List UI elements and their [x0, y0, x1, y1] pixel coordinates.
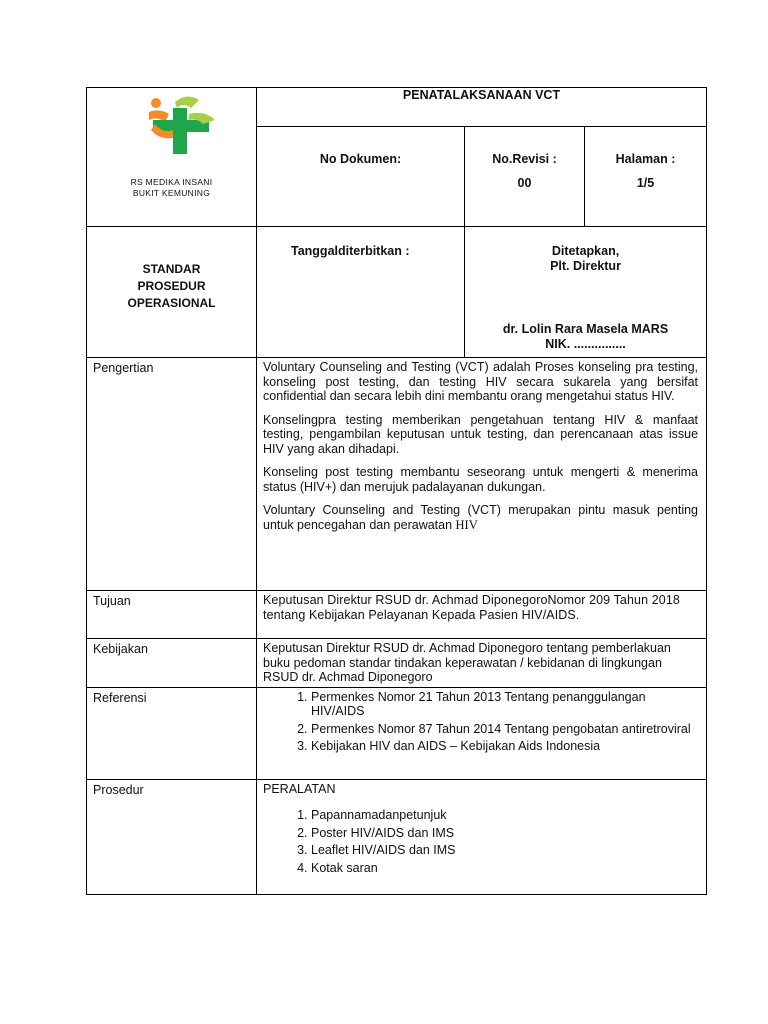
pengertian-paragraph-4-hiv: HIV: [455, 517, 478, 532]
no-revisi-value: 00: [517, 176, 532, 191]
signatory-nik: NIK. ...............: [545, 337, 626, 351]
kebijakan-content: Keputusan Direktur RSUD dr. Achmad Diponegoro tentang pemberlakuan buku pedoman standar tindakan keperawatan / kebidanan di lingkungan RSUD dr. Achmad Diponegoro: [257, 639, 707, 688]
halaman-cell: [585, 127, 707, 227]
logo-cell: [87, 88, 257, 227]
hospital-logo-icon: [145, 94, 217, 156]
sop-line-1: STANDAR: [142, 262, 201, 276]
approval-cell: [465, 227, 707, 358]
no-dokumen-cell: [257, 127, 465, 227]
tujuan-content: Keputusan Direktur RSUD dr. Achmad DiponegoroNomor 209 Tahun 2018 tentang Kebijakan Pelayanan Kepada Pasien HIV/AIDS.: [257, 591, 707, 639]
halaman-label: Halaman :: [615, 152, 676, 167]
referensi-content: [257, 687, 707, 779]
sop-line-3: OPERASIONAL: [127, 296, 216, 310]
referensi-item: 3. Kebijakan HIV dan AIDS – Kebijakan Aids Indonesia: [311, 739, 698, 754]
peralatan-item: 1. Papannamadanpetunjuk: [311, 808, 698, 823]
pengertian-paragraph-4-text: Voluntary Counseling and Testing (VCT) merupakan pintu masuk penting untuk pencegahan dan perawatan: [263, 503, 699, 532]
peralatan-item: 4. Kotak saran: [311, 861, 698, 876]
tanggal-terbit-label: Tanggalditerbitkan :: [257, 227, 465, 358]
organization-name: [87, 177, 256, 199]
no-revisi-cell: [465, 127, 585, 227]
pengertian-paragraph-2: Konselingpra testing memberikan pengetahuan tentang HIV & manfaat testing, pengambilan keputusan untuk testing, dan perencanaan atas issue HIV yang akan dihadapi.: [263, 412, 699, 456]
jabatan-label: Plt. Direktur: [550, 259, 621, 273]
document-title: PENATALAKSANAAN VCT: [257, 88, 707, 127]
ditetapkan-label: Ditetapkan,: [551, 244, 620, 258]
org-line-1: RS MEDIKA INSANI: [130, 177, 213, 187]
referensi-item: 1. Permenkes Nomor 21 Tahun 2013 Tentang penanggulangan HIV/AIDS: [311, 690, 698, 719]
sop-line-2: PROSEDUR: [137, 279, 206, 293]
pengertian-paragraph-1: Voluntary Counseling and Testing (VCT) adalah Proses konseling pra testing, konseling post testing, dan testing HIV secara sukarela yang bersifat confidential dan secara lebih dini membantu orang mengetahui status HIV.: [263, 360, 699, 403]
no-dokumen-label: No Dokumen:: [319, 152, 402, 167]
prosedur-label: Prosedur: [87, 779, 257, 894]
no-revisi-label: No.Revisi :: [492, 152, 557, 167]
pengertian-content: [257, 358, 707, 591]
tujuan-label: Tujuan: [87, 591, 257, 639]
prosedur-content: [257, 779, 707, 894]
pengertian-paragraph-3: Konseling post testing membantu seseorang untuk mengerti & menerima status (HIV+) dan merujuk padalayanan dukungan.: [263, 465, 699, 494]
sop-table: [86, 87, 707, 895]
kebijakan-label: Kebijakan: [87, 639, 257, 688]
peralatan-list: [263, 808, 698, 875]
halaman-value: 1/5: [636, 176, 655, 191]
peralatan-item: 3. Leaflet HIV/AIDS dan IMS: [311, 843, 698, 858]
referensi-list: [263, 690, 698, 754]
org-line-2: BUKIT KEMUNING: [132, 188, 211, 198]
peralatan-item: 2. Poster HIV/AIDS dan IMS: [311, 826, 698, 841]
peralatan-heading: PERALATAN: [263, 781, 336, 796]
referensi-item: 2. Permenkes Nomor 87 Tahun 2014 Tentang pengobatan antiretroviral: [311, 722, 698, 737]
signatory-name: dr. Lolin Rara Masela MARS: [502, 322, 669, 336]
referensi-label: Referensi: [87, 687, 257, 779]
sop-type-cell: [87, 227, 257, 358]
pengertian-label: Pengertian: [87, 358, 257, 591]
pengertian-paragraph-4: [263, 503, 698, 532]
